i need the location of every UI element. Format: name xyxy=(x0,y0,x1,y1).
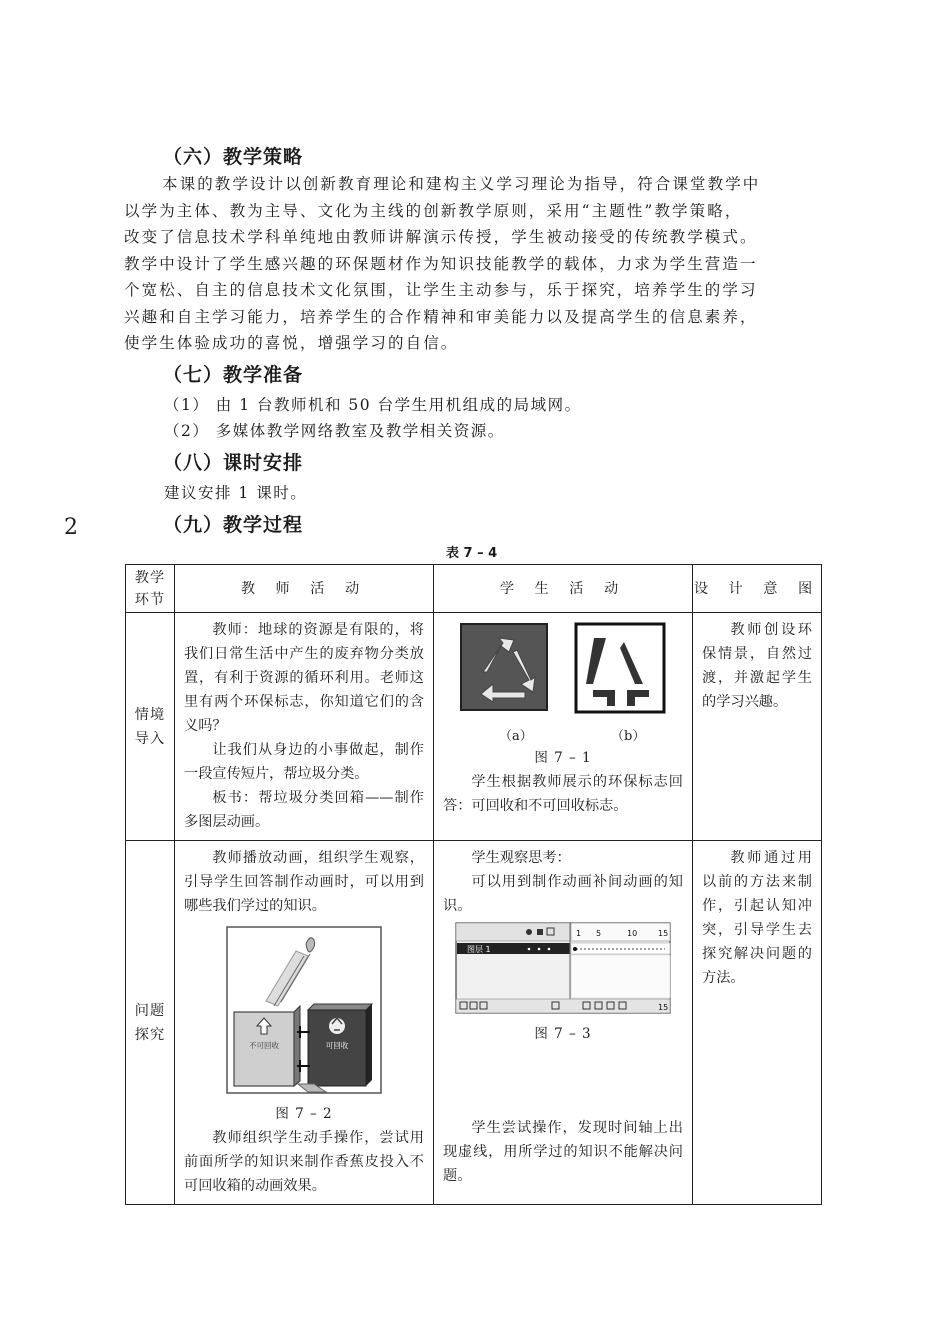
strategy-line: 兴趣和自主学习能力，培养学生的合作精神和审美能力以及提高学生的信息素养， xyxy=(124,307,758,326)
strategy-line: 改变了信息技术学科单纯地由教师讲解演示传授，学生被动接受的传统教学模式。 xyxy=(124,228,758,246)
recycle-signs xyxy=(443,622,684,722)
figure-caption: 图 7 – 3 xyxy=(534,1026,592,1042)
page-number: 2 xyxy=(64,515,78,540)
header-stage: 教学环节 xyxy=(126,565,175,613)
teacher-text: 教师播放动画，组织学生观察，引导学生回答制作动画时，可以用到哪些我们学过的知识。 xyxy=(184,850,424,914)
figure-caption: 图 7 – 1 xyxy=(534,750,592,766)
animation-figure xyxy=(226,926,382,1098)
table-caption: 表 7 – 4 xyxy=(446,546,498,561)
student-text: 学生尝试操作，发现时间轴上出现虚线，用所学过的知识不能解决问题。 xyxy=(443,1120,683,1184)
figure-caption: 图 7 – 2 xyxy=(275,1106,333,1122)
teacher-text: 板书：帮垃圾分类回箱——制作多图层动画。 xyxy=(184,790,424,830)
section-title-schedule: （八）课时安排 xyxy=(163,452,304,474)
timeline-layer-name: 图层 1 xyxy=(467,945,491,954)
preparation-item: （2） 多媒体教学网络教室及教学相关资源。 xyxy=(164,422,505,440)
teacher-cell xyxy=(175,613,434,841)
design-text: 教师通过用以前的方法来制作，引起认知冲突，引导学生去探究解决问题的方法。 xyxy=(702,850,812,986)
recyclable-sign-icon xyxy=(461,624,547,710)
header-teacher: 教 师 活 动 xyxy=(175,565,434,613)
timeline-tick: 1 xyxy=(576,929,582,938)
strategy-line: 以学为主体、教为主导、文化为主线的创新教学原则，采用“主题性”教学策略， xyxy=(124,201,743,220)
non-recyclable-sign-icon xyxy=(576,624,664,712)
section-title-process: （九）教学过程 xyxy=(163,514,304,536)
table-header-row xyxy=(126,565,822,613)
recyclable-bin-icon xyxy=(308,1004,372,1086)
strategy-line: 个宽松、自主的信息技术文化氛围，让学生主动参与，乐于探究，培养学生的学习 xyxy=(124,281,758,299)
teacher-cell xyxy=(175,841,434,1205)
design-text: 教师创设环保情景，自然过渡，并激起学生的学习兴趣。 xyxy=(702,622,812,710)
recycle-signs-figure xyxy=(443,622,683,742)
timeline-tick: 5 xyxy=(596,929,602,938)
stage-cell: 问题探究 xyxy=(126,841,175,1205)
bin-label-non-recyclable: 不可回收 xyxy=(249,1041,279,1050)
bin-label-recyclable: 可回收 xyxy=(325,1041,349,1050)
keyframe-start xyxy=(573,947,577,951)
student-text: 学生观察思考： xyxy=(471,850,571,866)
timeline-current-frame: 15 xyxy=(658,1003,669,1012)
strategy-paragraph xyxy=(124,171,824,357)
design-cell xyxy=(693,841,822,1205)
teaching-process-table xyxy=(125,564,822,1205)
strategy-line: 本课的教学设计以创新教育理论和建构主义学习理论为指导，符合课堂教学中 xyxy=(162,175,761,193)
figure-label-b: （b） xyxy=(611,729,646,744)
strategy-line: 教学中设计了学生感兴趣的环保题材作为知识技能教学的载体，力求为学生营造一 xyxy=(124,254,758,273)
teacher-text: 教师组织学生动手操作，尝试用前面所学的知识来制作香蕉皮投入不可回收箱的动画效果。 xyxy=(184,1130,424,1194)
header-student: 学 生 活 动 xyxy=(434,565,693,613)
student-cell xyxy=(434,613,693,841)
header-design: 设 计 意 图 xyxy=(693,565,822,613)
table-row xyxy=(126,613,822,841)
teacher-text: 让我们从身边的小事做起，制作一段宣传短片，帮垃圾分类。 xyxy=(184,742,424,782)
timeline-tick: 10 xyxy=(627,929,638,938)
figure-label-a: （a） xyxy=(499,729,533,744)
student-cell xyxy=(434,841,693,1205)
flash-timeline-figure xyxy=(455,922,671,1016)
strategy-line: 使学生体验成功的喜悦，增强学习的自信。 xyxy=(124,334,459,352)
teacher-text: 教师：地球的资源是有限的，将我们日常生活中产生的废弃物分类放置，有利于资源的循环利用。老师这里有两个环保标志，你知道它们的含义吗？ xyxy=(184,622,424,734)
table-row xyxy=(126,841,822,1205)
preparation-item: （1） 由 1 台教师机和 50 台学生用机组成的局域网。 xyxy=(164,396,582,414)
timeline-tick: 15 xyxy=(658,929,669,938)
design-cell xyxy=(693,613,822,841)
schedule-text: 建议安排 1 课时。 xyxy=(164,484,308,502)
non-recyclable-bin-icon xyxy=(234,1006,300,1086)
stage-cell: 情境导入 xyxy=(126,613,175,841)
section-title-strategy: （六）教学策略 xyxy=(163,146,304,168)
student-text: 可以用到制作动画补间动画的知识。 xyxy=(443,874,683,914)
section-title-preparation: （七）教学准备 xyxy=(163,364,304,386)
student-text: 学生根据教师展示的环保标志回答：可回收和不可回收标志。 xyxy=(443,774,683,814)
